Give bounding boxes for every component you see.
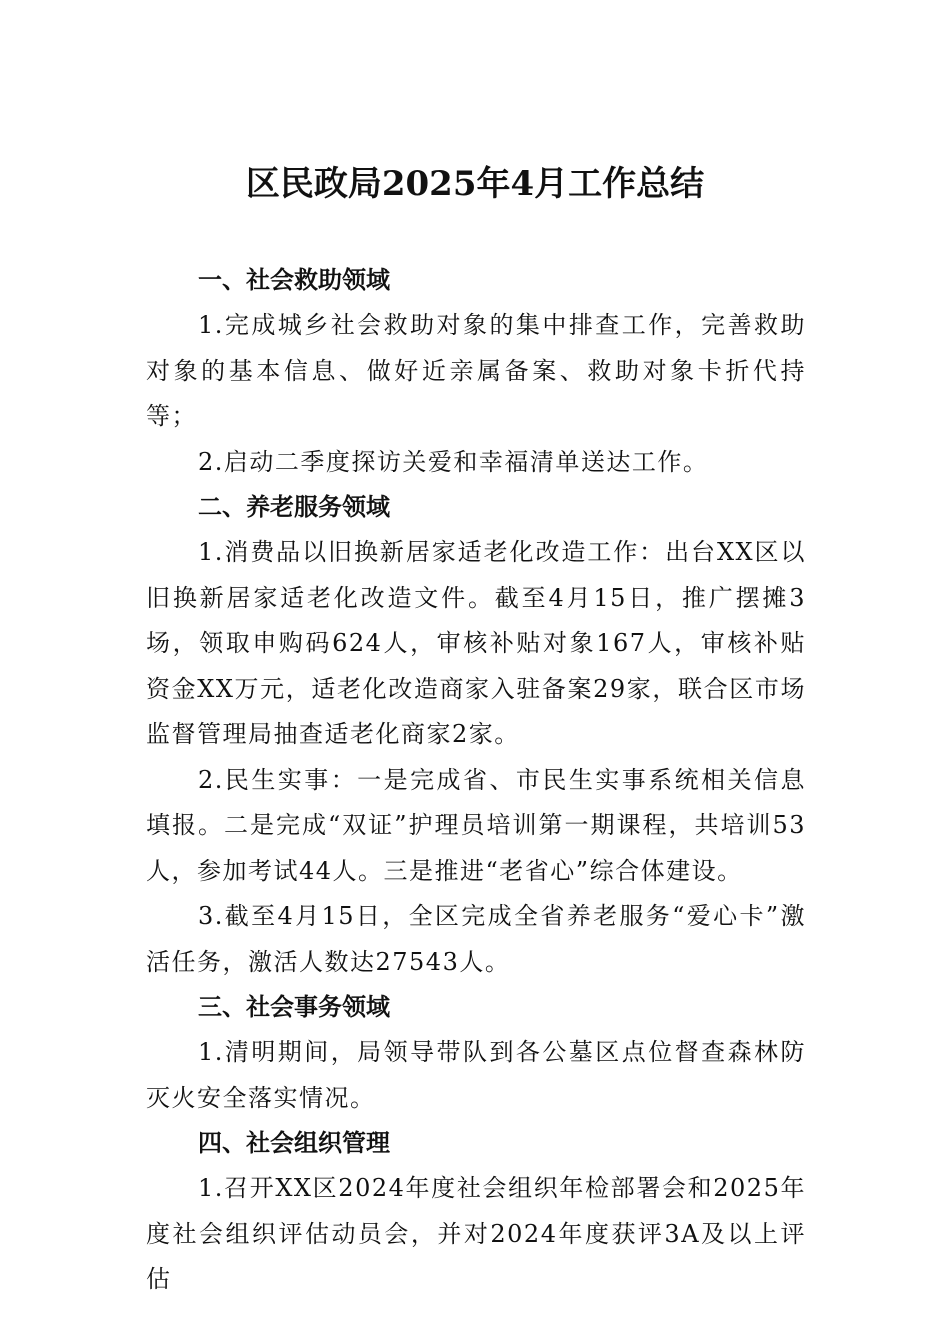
section-heading: 二、养老服务领域 [198, 493, 390, 521]
document-title: 区民政局2025年4月工作总结 [245, 164, 705, 204]
section-social-organization [146, 1121, 806, 1303]
section-social-assistance [146, 258, 806, 485]
paragraph: 1.清明期间，局领导带队到各公墓区点位督查森林防灭火安全落实情况。 [146, 1038, 806, 1112]
document-body [146, 258, 806, 1303]
section-social-affairs [146, 985, 806, 1121]
paragraph: 1.消费品以旧换新居家适老化改造工作：出台XX区以旧换新居家适老化改造文件。截至4月15日，推广摆摊3场，领取申购码624人，审核补贴对象167人，审核补贴资金XX万元，适老化改造商家入驻备案29家，联合区市场监督管理局抽查适老化商家2家。 [146, 538, 806, 748]
paragraph: 2.启动二季度探访关爱和幸福清单送达工作。 [198, 447, 709, 476]
section-elderly-services [146, 485, 806, 985]
paragraph: 3.截至4月15日，全区完成全省养老服务“爱心卡”激活任务，激活人数达27543人。 [146, 902, 806, 976]
section-heading: 三、社会事务领域 [198, 993, 390, 1021]
section-heading: 四、社会组织管理 [198, 1129, 390, 1157]
paragraph: 2.民生实事：一是完成省、市民生实事系统相关信息填报。二是完成“双证”护理员培训第一期课程，共培训53人，参加考试44人。三是推进“老省心”综合体建设。 [146, 765, 806, 885]
section-heading: 一、社会救助领域 [198, 266, 390, 294]
paragraph: 1.召开XX区2024年度社会组织年检部署会和2025年度社会组织评估动员会，并对2024年度获评3A及以上评估 [146, 1174, 806, 1293]
paragraph: 1.完成城乡社会救助对象的集中排查工作，完善救助对象的基本信息、做好近亲属备案、救助对象卡折代持等； [146, 311, 806, 430]
